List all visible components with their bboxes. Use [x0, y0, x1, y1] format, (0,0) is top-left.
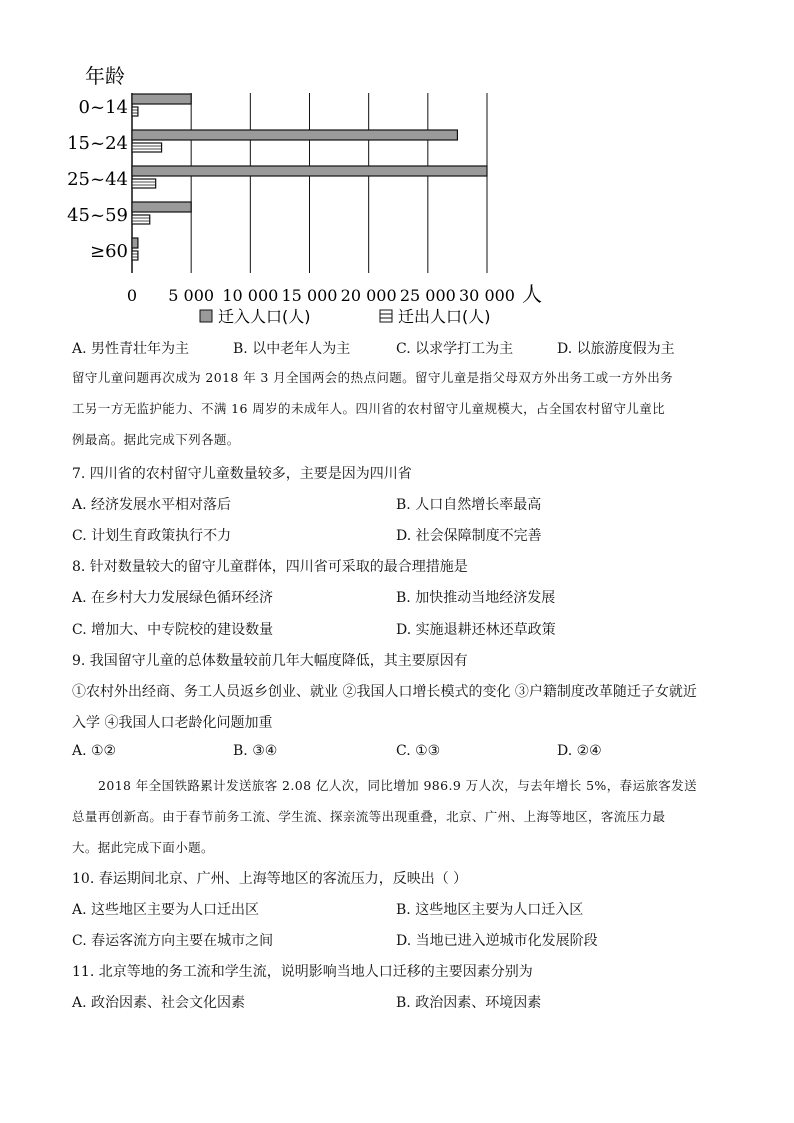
q8-option-d: D. 实施退耕还林还草政策: [396, 622, 556, 638]
q7-option-c: C. 计划生育政策执行不力: [72, 528, 232, 544]
passage1-line: 工另一方无监护能力、不满 16 周岁的未成年人。四川省的农村留守儿童规模大，占全国农村留守儿童比: [72, 401, 666, 416]
q9-option-c: C. ①③: [396, 743, 441, 759]
x-tick-label: 15 000: [281, 286, 338, 305]
chart-ylabel: 年龄: [85, 64, 125, 88]
chart-gridlines: [132, 93, 487, 273]
q7-option-a: A. 经济发展水平相对落后: [72, 497, 232, 513]
x-tick-label: 0: [126, 286, 138, 305]
x-tick-label: 20 000: [340, 286, 397, 305]
passage2-line: 2018 年全国铁路累计发送旅客 2.08 亿人次，同比增加 986.9 万人次，与去年增长 5%，春运旅客发送: [98, 778, 698, 793]
category-label-0: 0~14: [78, 97, 128, 118]
q10-option-b: B. 这些地区主要为人口迁入区: [396, 902, 584, 918]
chart-x-unit: 人: [522, 282, 542, 306]
passage-railway: [72, 770, 722, 863]
q10-stem: 10. 春运期间北京、广州、上海等地区的客流压力，反映出（ ）: [72, 871, 468, 887]
bar-in-4: [132, 238, 138, 248]
legend-swatch-out: [380, 310, 392, 322]
q10-option-a: A. 这些地区主要为人口迁出区: [72, 902, 260, 918]
chart-x-tick-labels: [127, 286, 515, 305]
chart-category-labels: [67, 97, 128, 262]
legend-label-out: 迁出人口(人): [398, 307, 491, 326]
chart-legend: [200, 307, 491, 326]
q10-option-d: D. 当地已进入逆城市化发展阶段: [396, 933, 598, 949]
x-tick-label: 5 000: [168, 286, 215, 305]
bar-in-2: [132, 166, 487, 176]
q7-option-d: D. 社会保障制度不完善: [396, 528, 542, 544]
category-label-3: 45~59: [67, 205, 128, 226]
passage1-line: 例最高。据此完成下列各题。: [72, 432, 240, 447]
q9-option-d: D. ②④: [557, 743, 602, 759]
q8-stem: 8. 针对数量较大的留守儿童群体，四川省可采取的最合理措施是: [72, 559, 468, 575]
q11-stem: 11. 北京等地的务工流和学生流，说明影响当地人口迁移的主要因素分别为: [72, 964, 533, 980]
bar-in-1: [132, 130, 457, 140]
q11-option-b: B. 政治因素、环境因素: [396, 995, 542, 1011]
category-label-4: ≥60: [90, 241, 128, 262]
x-tick-label: 10 000: [222, 286, 279, 305]
q6-option-a: A. 男性青壮年为主: [72, 341, 190, 357]
migration-age-bar-chart: [60, 55, 560, 335]
bar-in-0: [132, 94, 191, 104]
bar-in-3: [132, 202, 191, 212]
bar-out-2: [132, 179, 156, 188]
q6-option-c: C. 以求学打工为主: [396, 341, 514, 357]
passage-left-behind-children: [72, 362, 722, 455]
passage1-line: 留守儿童问题再次成为 2018 年 3 月全国两会的热点问题。留守儿童是指父母双方外出务工或一方外出务: [72, 370, 674, 385]
passage2-line: 大。据此完成下面小题。: [72, 840, 214, 855]
category-label-1: 15~24: [67, 133, 128, 154]
q8-option-c: C. 增加大、中专院校的建设数量: [72, 622, 274, 638]
q6-option-d: D. 以旅游度假为主: [557, 341, 675, 357]
q7-option-b: B. 人口自然增长率最高: [396, 497, 542, 513]
x-tick-label: 30 000: [459, 286, 515, 305]
q9-option-b: B. ③④: [233, 743, 278, 759]
q10-option-c: C. 春运客流方向主要在城市之间: [72, 933, 274, 949]
bar-out-1: [132, 143, 162, 152]
legend-label-in: 迁入人口(人): [218, 307, 311, 326]
q8-option-b: B. 加快推动当地经济发展: [396, 590, 556, 606]
passage2-line: 总量再创新高。由于春节前务工流、学生流、探亲流等出现重叠，北京、广州、上海等地区，客流压力最: [72, 809, 666, 824]
q9-stem: 9. 我国留守儿童的总体数量较前几年大幅度降低，其主要原因有: [72, 653, 468, 669]
bar-out-4: [132, 251, 138, 260]
q6-option-b: B. 以中老年人为主: [233, 341, 351, 357]
q9-option-a: A. ①②: [72, 743, 117, 759]
q8-option-a: A. 在乡村大力发展绿色循环经济: [72, 590, 274, 606]
x-tick-label: 25 000: [399, 286, 456, 305]
q9-statements-line2: 入学 ④我国人口老龄化问题加重: [72, 715, 273, 731]
q9-statements-line1: ①农村外出经商、务工人员返乡创业、就业 ②我国人口增长模式的变化 ③户籍制度改革随迁子女就近: [72, 684, 697, 700]
legend-swatch-in: [200, 310, 212, 322]
q11-option-a: A. 政治因素、社会文化因素: [72, 995, 246, 1011]
bar-out-3: [132, 215, 150, 224]
bar-out-0: [132, 107, 138, 116]
q7-stem: 7. 四川省的农村留守儿童数量较多，主要是因为四川省: [72, 466, 412, 482]
category-label-2: 25~44: [67, 169, 128, 190]
